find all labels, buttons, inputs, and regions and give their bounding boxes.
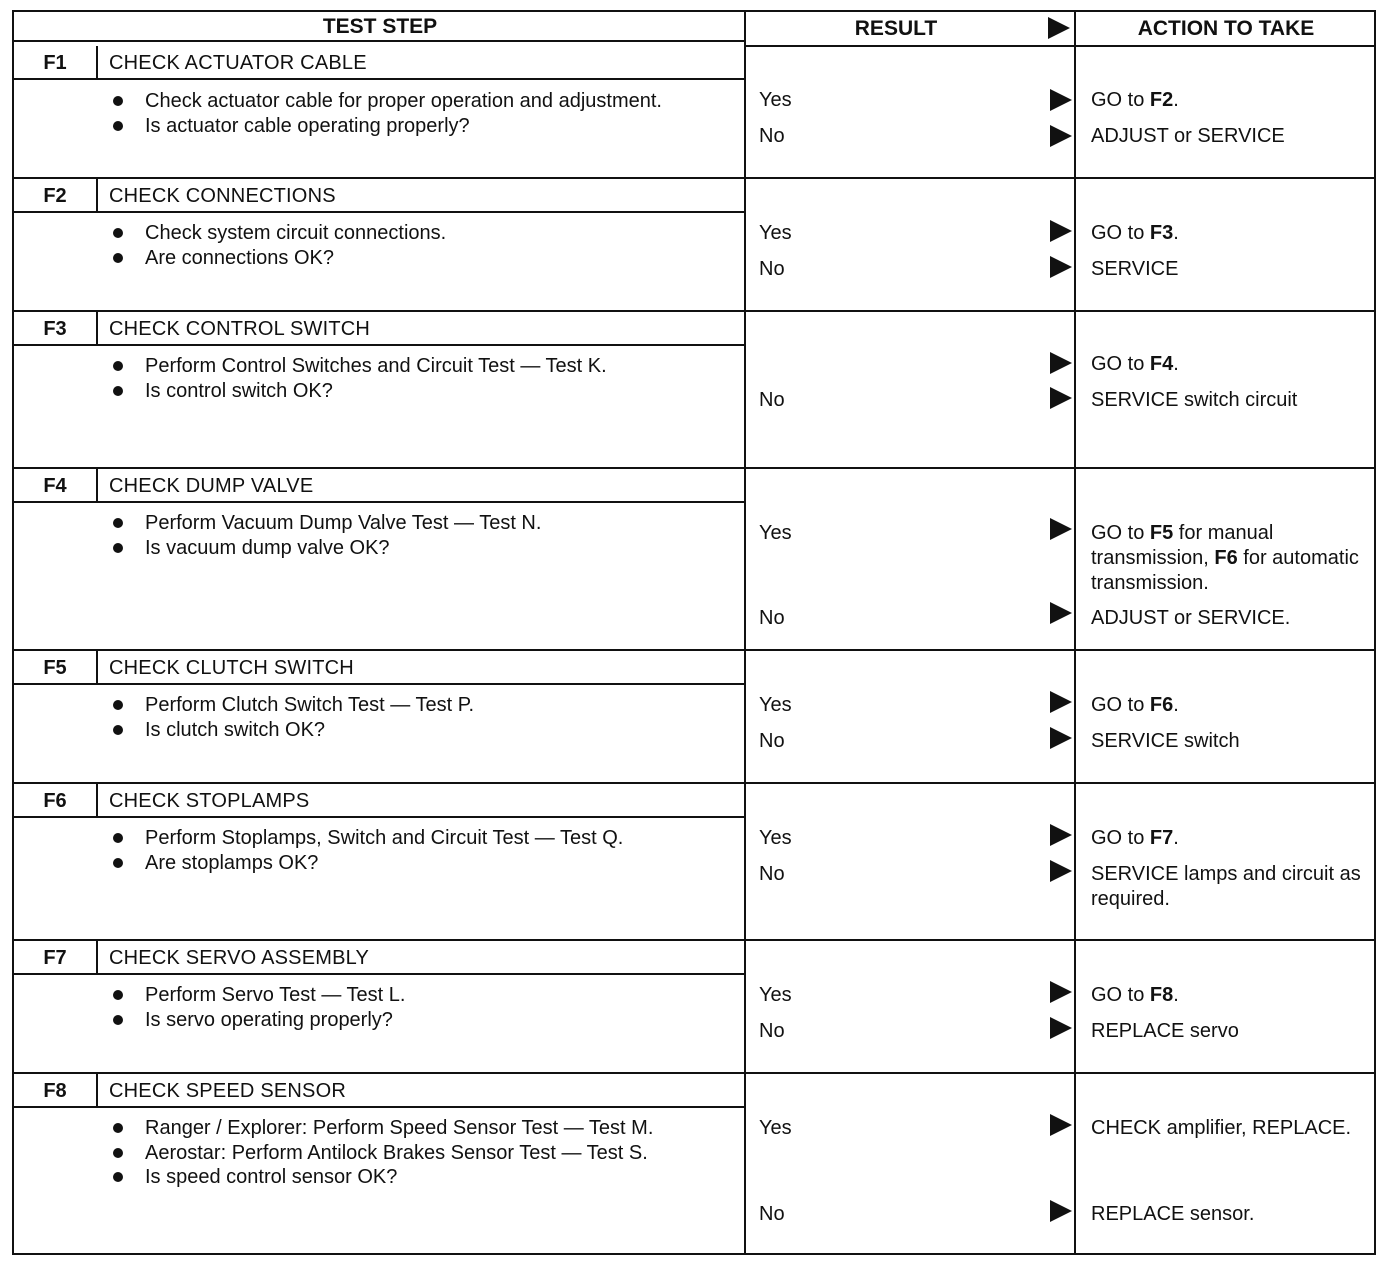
arrow-icon xyxy=(1050,981,1072,1003)
result-yes: Yes xyxy=(759,1117,792,1139)
bullet-item: Is servo operating properly? xyxy=(106,1008,706,1033)
action-yes: GO to F8. xyxy=(1091,984,1179,1006)
result-yes: Yes xyxy=(759,522,792,544)
step-id: F5 xyxy=(43,656,67,679)
header-arrow-icon xyxy=(1048,17,1070,39)
action-yes: GO to F3. xyxy=(1091,222,1179,244)
action-no: REPLACE sensor. xyxy=(1091,1203,1255,1225)
step-id: F2 xyxy=(43,184,67,207)
arrow-icon xyxy=(1050,727,1072,749)
step-f2 xyxy=(14,179,1374,310)
step-title: CHECK SERVO ASSEMBLY xyxy=(109,946,370,969)
step-instructions xyxy=(106,693,706,742)
action-no: SERVICE switch circuit xyxy=(1091,389,1298,411)
arrow-icon xyxy=(1050,1114,1072,1136)
step-f1 xyxy=(14,46,1374,179)
step-title-box xyxy=(14,46,746,80)
arrow-icon xyxy=(1050,518,1072,540)
step-instructions xyxy=(106,89,706,138)
header-action: ACTION TO TAKE xyxy=(1137,17,1315,40)
result-yes: Yes xyxy=(759,694,792,716)
step-instructions xyxy=(106,826,706,875)
step-title-box xyxy=(14,941,746,975)
arrow-icon xyxy=(1050,220,1072,242)
step-title: CHECK CLUTCH SWITCH xyxy=(109,656,354,679)
arrow-icon xyxy=(1050,860,1072,882)
result-no: No xyxy=(759,730,785,752)
arrow-icon xyxy=(1050,352,1072,374)
arrow-icon xyxy=(1050,387,1072,409)
action-yes: GO to F4. xyxy=(1091,353,1179,375)
step-f6 xyxy=(14,784,1374,939)
arrow-icon xyxy=(1050,691,1072,713)
step-title-box xyxy=(14,179,746,213)
bullet-item: Perform Control Switches and Circuit Test — Test K. xyxy=(106,354,706,379)
step-f8 xyxy=(14,1074,1374,1253)
step-title: CHECK SPEED SENSOR xyxy=(109,1079,346,1102)
result-no: No xyxy=(759,1020,785,1042)
result-no: No xyxy=(759,1203,785,1225)
bullet-item: Perform Servo Test — Test L. xyxy=(106,983,706,1008)
step-instructions xyxy=(106,221,706,270)
step-title: CHECK STOPLAMPS xyxy=(109,789,310,812)
bullet-item: Check system circuit connections. xyxy=(106,221,706,246)
step-title-box xyxy=(14,1074,746,1108)
header-result: RESULT xyxy=(854,17,938,40)
result-yes: Yes xyxy=(759,827,792,849)
bullet-item: Perform Clutch Switch Test — Test P. xyxy=(106,693,706,718)
step-id: F1 xyxy=(43,51,67,74)
diagnostic-chart xyxy=(12,10,1376,1255)
arrow-icon xyxy=(1050,1017,1072,1039)
action-no: SERVICE lamps and circuit as required. xyxy=(1091,863,1361,910)
action-no: REPLACE servo xyxy=(1091,1020,1239,1042)
bullet-item: Ranger / Explorer: Perform Speed Sensor Test — Test M. xyxy=(106,1116,706,1141)
action-no: SERVICE xyxy=(1091,258,1179,280)
bullet-item: Is clutch switch OK? xyxy=(106,718,706,743)
result-no: No xyxy=(759,258,785,280)
arrow-icon xyxy=(1050,256,1072,278)
step-title-box xyxy=(14,312,746,346)
step-title: CHECK ACTUATOR CABLE xyxy=(109,51,367,74)
step-instructions xyxy=(106,1116,706,1190)
arrow-icon xyxy=(1050,89,1072,111)
step-id: F6 xyxy=(43,789,67,812)
step-title: CHECK CONNECTIONS xyxy=(109,184,336,207)
bullet-item: Check actuator cable for proper operation and adjustment. xyxy=(106,89,706,114)
step-instructions xyxy=(106,354,706,403)
header-rule xyxy=(14,40,746,42)
result-yes: Yes xyxy=(759,89,792,111)
step-id: F7 xyxy=(43,946,67,969)
bullet-item: Is vacuum dump valve OK? xyxy=(106,536,706,561)
result-no: No xyxy=(759,607,785,629)
bullet-item: Is speed control sensor OK? xyxy=(106,1165,706,1190)
arrow-icon xyxy=(1050,602,1072,624)
bullet-item: Perform Vacuum Dump Valve Test — Test N. xyxy=(106,511,706,536)
bullet-item: Aerostar: Perform Antilock Brakes Sensor Test — Test S. xyxy=(106,1141,706,1166)
result-yes: Yes xyxy=(759,984,792,1006)
bullet-item: Perform Stoplamps, Switch and Circuit Test — Test Q. xyxy=(106,826,706,851)
arrow-icon xyxy=(1050,1200,1072,1222)
action-no: SERVICE switch xyxy=(1091,730,1240,752)
action-yes: CHECK amplifier, REPLACE. xyxy=(1091,1117,1352,1139)
step-f7 xyxy=(14,941,1374,1072)
result-no: No xyxy=(759,389,785,411)
arrow-icon xyxy=(1050,125,1072,147)
step-f4 xyxy=(14,469,1374,649)
action-yes: GO to F5 for manual transmission, F6 for automatic transmission. xyxy=(1091,522,1359,594)
arrow-icon xyxy=(1050,824,1072,846)
step-f5 xyxy=(14,651,1374,782)
header-test-step: TEST STEP xyxy=(322,14,438,38)
bullet-item: Is actuator cable operating properly? xyxy=(106,114,706,139)
step-id: F8 xyxy=(43,1079,67,1102)
step-f3 xyxy=(14,312,1374,467)
step-title-box xyxy=(14,469,746,503)
action-yes: GO to F2. xyxy=(1091,89,1179,111)
bullet-item: Are stoplamps OK? xyxy=(106,851,706,876)
action-yes: GO to F7. xyxy=(1091,827,1179,849)
action-yes: GO to F6. xyxy=(1091,694,1179,716)
step-title-box xyxy=(14,784,746,818)
step-title: CHECK CONTROL SWITCH xyxy=(109,317,371,340)
step-title: CHECK DUMP VALVE xyxy=(109,474,314,497)
step-id: F4 xyxy=(43,474,67,497)
step-id: F3 xyxy=(43,317,67,340)
result-no: No xyxy=(759,863,785,885)
action-no: ADJUST or SERVICE. xyxy=(1091,607,1291,629)
action-no: ADJUST or SERVICE xyxy=(1091,125,1285,147)
result-no: No xyxy=(759,125,785,147)
step-title-box xyxy=(14,651,746,685)
bullet-item: Are connections OK? xyxy=(106,246,706,271)
step-instructions xyxy=(106,511,706,560)
bullet-item: Is control switch OK? xyxy=(106,379,706,404)
result-yes: Yes xyxy=(759,222,792,244)
step-instructions xyxy=(106,983,706,1032)
